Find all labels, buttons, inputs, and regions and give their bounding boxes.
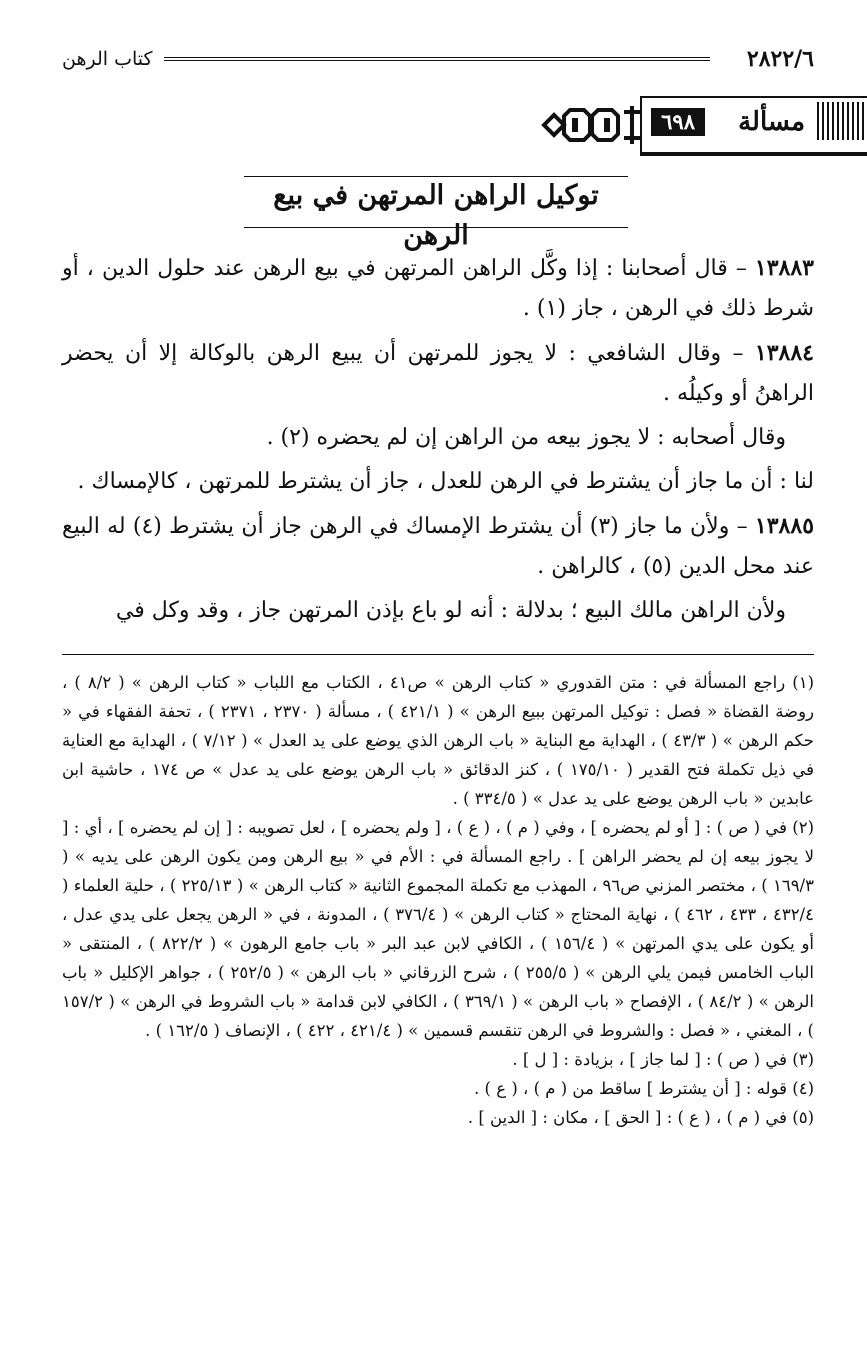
header-rule [164, 57, 710, 61]
paragraph [62, 248, 814, 329]
footnote: (٤) قوله : [ أن يشترط ] ساقط من ( م ) ، ( ع ) . [474, 1079, 814, 1098]
paragraph [62, 591, 814, 631]
paragraph [62, 506, 814, 587]
paragraph [62, 333, 814, 414]
section-title: توكيل الراهن المرتهن في بيع الرهن [273, 180, 599, 251]
footnote: (٥) في ( م ) ، ( ع ) : [ الحق ] ، مكان : [ الدين ] . [467, 1108, 814, 1127]
paragraph-text: – وقال الشافعي : لا يجوز للمرتهن أن يبيع الرهن بالوكالة إلا أن يحضر الراهنُ أو وكيلُه . [62, 341, 814, 406]
title-top-rule [244, 176, 628, 177]
running-header [62, 44, 814, 74]
geometric-ornament-icon [540, 102, 650, 148]
banner-bars-ornament [817, 102, 865, 140]
footnote: (٢) في ( ص ) : [ أو لم يحضره ] ، وفي ( م ) ، ( ع ) ، [ ولم يحضره ] ، لعل تصويبه : [ إن لم يحضره ] ، أي : [ لا يجوز بيعه إن لم يحضر الراهن ] . راجع المسألة في : الأم في « بيع الرهن ومن يكون الرهن على يديه » ( ١٦٩/٣ ) ، مختصر المزني ص٩٦ ، المهذب مع تكملة المجموع الثانية « كتاب الرهن » ( ٢٢٥/١٣ ) ، حلية العلماء ( ٤٣٢/٤ ، ٤٣٣ ، ٤٦٢ ) ، نهاية المحتاج « كتاب الرهن » ( ٣٧٦/٤ ) ، المدونة ، في « الرهن يجعل على يدي عدل ، أو يكون على يدي المرتهن » ( ١٥٦/٤ ) ، الكافي لابن عبد البر « باب جامع الرهون » ( ٨٢٢/٢ ) ، المنتقى « الباب الخامس فيمن يلي الرهن » ( ٢٥٥/٥ ) ، شرح الزرقاني « باب الرهن » ( ٢٥٢/٥ ) ، جواهر الإكليل « باب الرهن » ( ٨٤/٢ ) ، الإفصاح « باب الرهن » ( ٣٦٩/١ ) ، الكافي لابن قدامة « باب الشروط في الرهن » ( ١٥٧/٢ ) ، المغني ، « فصل : والشروط في الرهن تنقسم قسمين » ( ٤٢١/٤ ، ٤٢٢ ) ، الإنصاف ( ١٦٢/٥ ) . [62, 818, 815, 1040]
section-title-block [244, 176, 628, 251]
paragraph-text: – قال أصحابنا : إذا وكَّل الراهن المرتهن في بيع الرهن عند حلول الدين ، أو شرط ذلك في الرهن ، جاز (١) . [62, 256, 814, 321]
footnote: (١) راجع المسألة في : متن القدوري « كتاب الرهن » ص٤١ ، الكتاب مع اللباب « كتاب الرهن » ( ٨/٢ ) ، روضة القضاة « فصل : توكيل المرتهن ببيع الرهن » ( ٤٢١/١ ) ، مسألة ( ٢٣٧٠ ، ٢٣٧١ ) ، تحفة الفقهاء في « حكم الرهن » ( ٤٣/٣ ) ، الهداية مع البناية « باب الرهن الذي يوضع على يد العدل » ( ٧/١٢ ) ، الهداية مع العناية في ذيل تكملة فتح القدير ( ١٧٥/١٠ ) ، كنز الدقائق « باب الرهن يوضع على يد عدل » ص ١٧٤ ، حاشية ابن عابدين « باب الرهن يوضع على يد عدل » ( ٣٣٤/٥ ) . [62, 673, 815, 808]
paragraph-text: لنا : أن ما جاز أن يشترط في الرهن للعدل ، جاز أن يشترط للمرتهن ، كالإمساك . [77, 469, 814, 494]
main-text [62, 248, 814, 635]
footnote-separator [62, 654, 814, 655]
paragraph [62, 462, 814, 502]
paragraph-number: ١٣٨٨٥ [754, 513, 815, 539]
paragraph-number: ١٣٨٨٣ [754, 255, 814, 281]
paragraph-number: ١٣٨٨٤ [754, 340, 814, 366]
page-number: ٢٨٢٢/٦ [746, 46, 814, 72]
issue-label: مسألة [738, 107, 805, 137]
paragraph [62, 418, 814, 458]
paragraph-text: ولأن الراهن مالك البيع ؛ بدلالة : أنه لو باع بإذن المرتهن جاز ، وقد وكل في [115, 598, 786, 623]
issue-number: ٦٩٨ [651, 108, 705, 136]
paragraph-text: – ولأن ما جاز (٣) أن يشترط الإمساك في الرهن جاز أن يشترط (٤) له البيع عند محل الدين (٥) ، كالراهن . [62, 514, 814, 579]
footnote: (٣) في ( ص ) : [ لما جاز ] ، بزيادة : [ ل ] . [512, 1050, 814, 1069]
footnotes [62, 668, 814, 1132]
book-title: كتاب الرهن [62, 48, 153, 70]
issue-banner [530, 96, 867, 154]
title-underline [244, 227, 628, 228]
paragraph-text: وقال أصحابه : لا يجوز بيعه من الراهن إن لم يحضره (٢) . [266, 425, 786, 450]
